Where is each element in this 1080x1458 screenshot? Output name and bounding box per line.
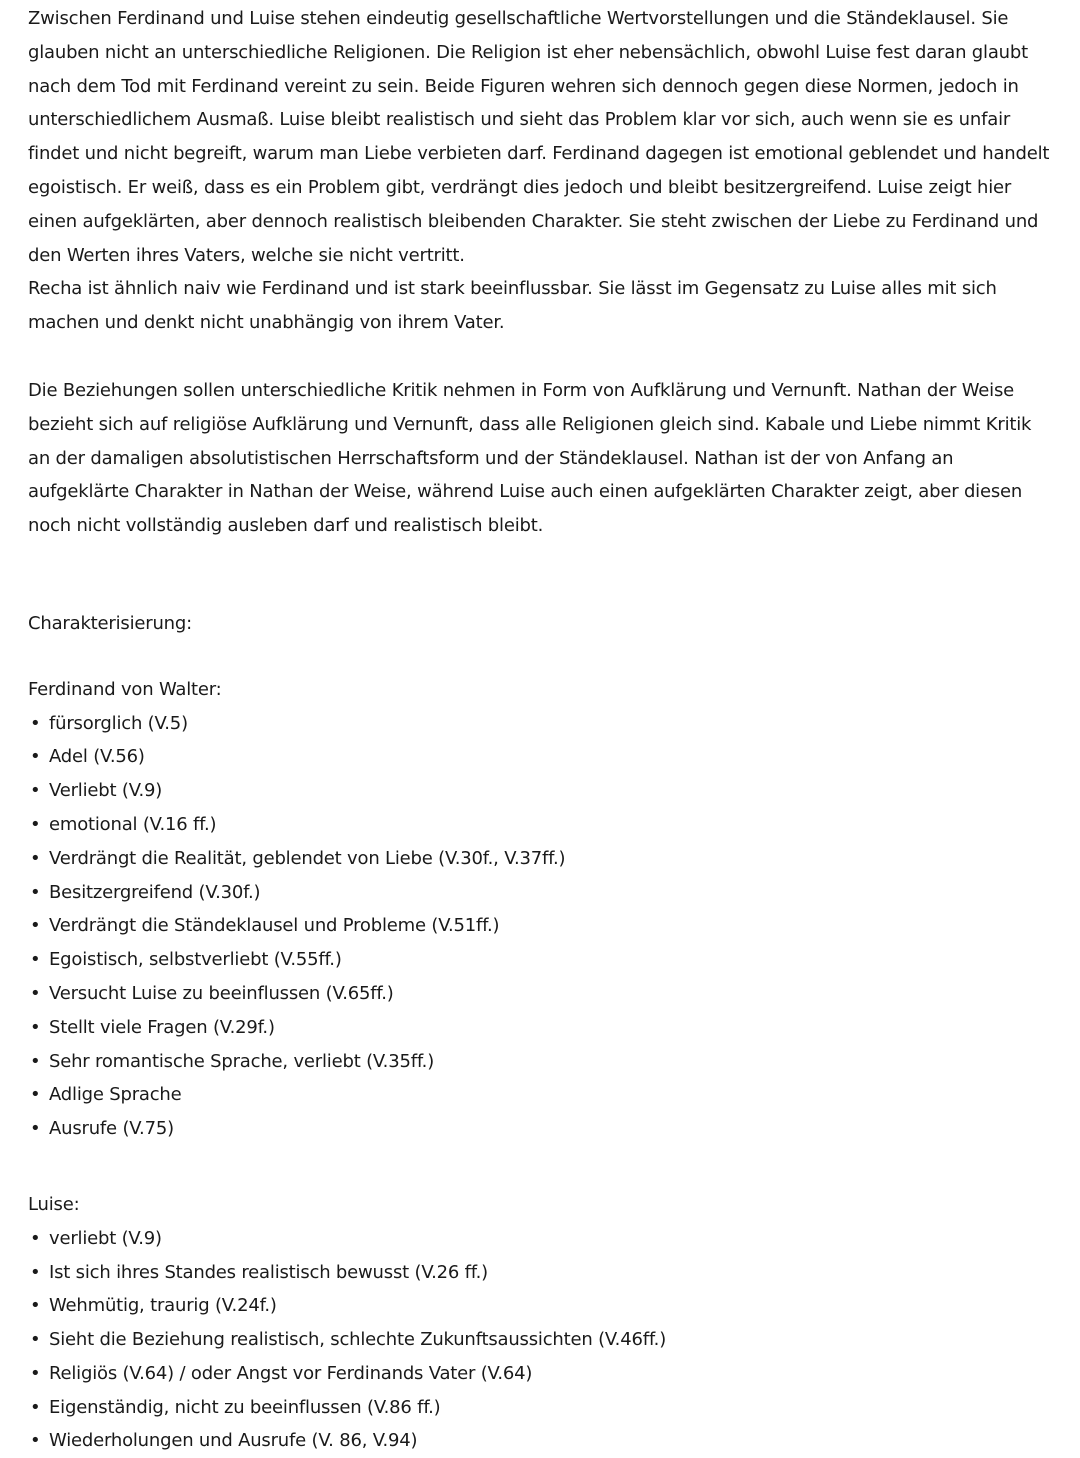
list-item-text: Religiös (V.64) / oder Angst vor Ferdinands Vater (V.64) xyxy=(49,1362,533,1384)
paragraph-ferdinand-luise-comparison: Zwischen Ferdinand und Luise stehen eindeutig gesellschaftliche Wertvorstellungen und die Ständeklausel. Sie glauben nicht an unterschiedliche Religionen. Die Religion ist eher nebensächlich, obwohl Luise fest daran glaubt nach dem Tod mit Ferdinand vereint zu sein. Beide Figuren wehren sich dennoch gegen diese Normen, jedoch in unterschiedlichem Ausmaß. Luise bleibt realistisch und sieht das Problem klar vor sich, auch wenn sie es unfair findet und nicht begreift, warum man Liebe verbieten darf. Ferdinand dagegen ist emotional geblendet und handelt egoistisch. Er weiß, dass es ein Problem gibt, verdrängt dies jedoch und bleibt besitzergreifend. Luise zeigt hier einen aufgeklärten, aber dennoch realistisch bleibenden Charakter. Sie steht zwischen der Liebe zu Ferdinand und den Werten ihres Vaters, welche sie nicht vertritt. xyxy=(28,8,1050,266)
bullet-icon: • xyxy=(30,813,41,835)
list-item xyxy=(28,808,1052,842)
list-item-text: Verliebt (V.9) xyxy=(49,780,163,802)
bullet-icon: • xyxy=(30,746,41,768)
bullet-icon: • xyxy=(30,780,41,802)
bullet-icon: • xyxy=(30,1329,41,1351)
bullet-icon: • xyxy=(30,1430,41,1452)
list-item xyxy=(28,943,1052,977)
spacer xyxy=(28,641,1052,673)
list-item xyxy=(28,1323,1052,1357)
list-item-text: Adlige Sprache xyxy=(49,1084,182,1106)
list-item-text: Sehr romantische Sprache, verliebt (V.35ff.) xyxy=(49,1050,435,1072)
paragraph-recha: Recha ist ähnlich naiv wie Ferdinand und ist stark beeinflussbar. Sie lässt im Gegensatz zu Luise alles mit sich machen und denkt nicht unabhängig von ihrem Vater. xyxy=(28,278,997,334)
list-item xyxy=(28,909,1052,943)
bullet-icon: • xyxy=(30,982,41,1004)
list-item-text: Wiederholungen und Ausrufe (V. 86, V.94) xyxy=(49,1430,418,1452)
bullet-icon: • xyxy=(30,847,41,869)
bullet-icon: • xyxy=(30,949,41,971)
luise-label: Luise: xyxy=(28,1193,80,1215)
bullet-icon: • xyxy=(30,1295,41,1317)
list-item-text: verliebt (V.9) xyxy=(49,1227,162,1249)
list-item-text: Verdrängt die Realität, geblendet von Liebe (V.30f., V.37ff.) xyxy=(49,847,566,869)
list-item-text: Adel (V.56) xyxy=(49,746,145,768)
bullet-icon: • xyxy=(30,1050,41,1072)
bullet-icon: • xyxy=(30,1396,41,1418)
list-item xyxy=(28,740,1052,774)
ferdinand-label: Ferdinand von Walter: xyxy=(28,678,222,700)
bullet-icon: • xyxy=(30,1362,41,1384)
list-item-text: fürsorglich (V.5) xyxy=(49,712,188,734)
bullet-icon: • xyxy=(30,1084,41,1106)
list-item xyxy=(28,1045,1052,1079)
list-item-text: Verdrängt die Ständeklausel und Probleme (V.51ff.) xyxy=(49,915,500,937)
characterization-heading: Charakterisierung: xyxy=(28,612,192,634)
list-item xyxy=(28,1011,1052,1045)
list-item-text: emotional (V.16 ff.) xyxy=(49,813,217,835)
paragraph-critique: Die Beziehungen sollen unterschiedliche Kritik nehmen in Form von Aufklärung und Vernunft. Nathan der Weise bezieht sich auf religiöse Aufklärung und Vernunft, dass alle Religionen gleich sind. Kabale und Liebe nimmt Kritik an der damaligen absolutistischen Herrschaftsform und der Ständeklausel. Nathan ist der von Anfang an aufgeklärte Charakter in Nathan der Weise, während Luise auch einen aufgeklärten Charakter zeigt, aber diesen noch nicht vollständig ausleben darf und realistisch bleibt. xyxy=(28,379,1032,537)
list-item-text: Eigenständig, nicht zu beeinflussen (V.86 ff.) xyxy=(49,1396,441,1418)
list-item-text: Versucht Luise zu beeinflussen (V.65ff.) xyxy=(49,982,394,1004)
bullet-icon: • xyxy=(30,915,41,937)
list-item-text: Besitzergreifend (V.30f.) xyxy=(49,881,261,903)
list-item xyxy=(28,876,1052,910)
list-item xyxy=(28,1357,1052,1391)
list-item xyxy=(28,1078,1052,1112)
list-item xyxy=(28,1289,1052,1323)
list-item-text: Egoistisch, selbstverliebt (V.55ff.) xyxy=(49,949,342,971)
list-item xyxy=(28,707,1052,741)
list-item-text: Ausrufe (V.75) xyxy=(49,1118,174,1140)
bullet-icon: • xyxy=(30,712,41,734)
list-item xyxy=(28,1256,1052,1290)
list-item-text: Sieht die Beziehung realistisch, schlechte Zukunftsaussichten (V.46ff.) xyxy=(49,1329,667,1351)
list-item xyxy=(28,842,1052,876)
bullet-icon: • xyxy=(30,1118,41,1140)
spacer xyxy=(28,340,1052,374)
spacer xyxy=(28,1146,1052,1188)
bullet-icon: • xyxy=(30,1016,41,1038)
list-item-text: Ist sich ihres Standes realistisch bewusst (V.26 ff.) xyxy=(49,1261,488,1283)
luise-trait-list xyxy=(28,1222,1052,1458)
bullet-icon: • xyxy=(30,1227,41,1249)
bullet-icon: • xyxy=(30,881,41,903)
spacer xyxy=(28,543,1052,607)
list-item xyxy=(28,977,1052,1011)
list-item xyxy=(28,1391,1052,1425)
ferdinand-trait-list xyxy=(28,707,1052,1146)
list-item xyxy=(28,1112,1052,1146)
list-item xyxy=(28,1222,1052,1256)
list-item xyxy=(28,1424,1052,1458)
list-item-text: Wehmütig, traurig (V.24f.) xyxy=(49,1295,277,1317)
bullet-icon: • xyxy=(30,1261,41,1283)
list-item xyxy=(28,774,1052,808)
list-item-text: Stellt viele Fragen (V.29f.) xyxy=(49,1016,275,1038)
